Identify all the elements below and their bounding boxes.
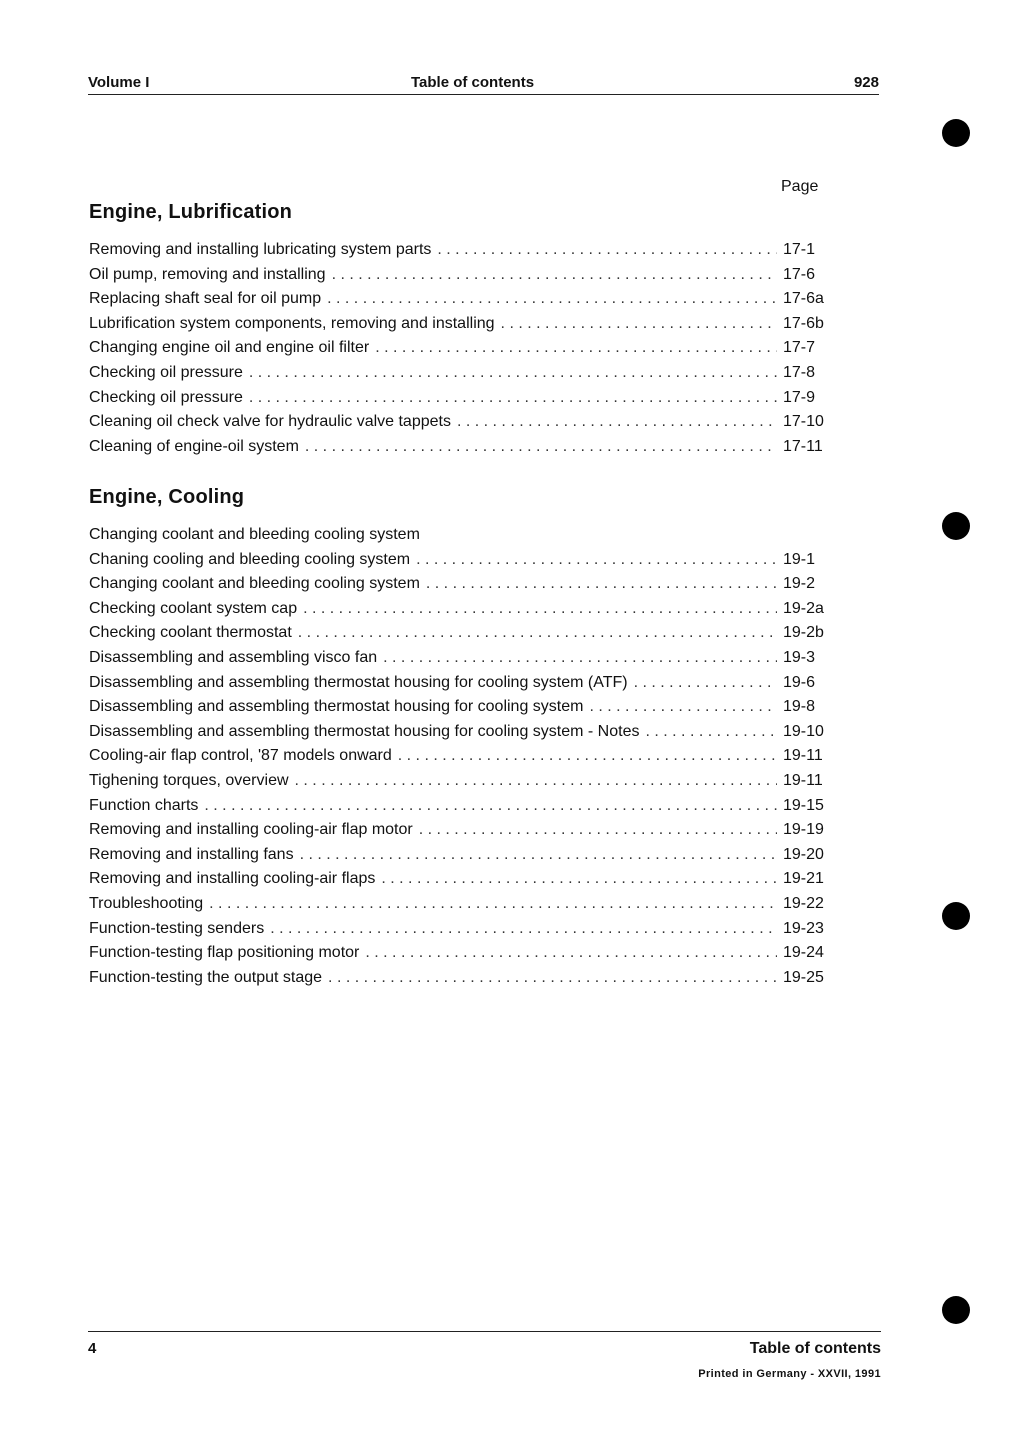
toc-entry-page: 19-15 [783, 796, 824, 814]
toc-entry [89, 744, 829, 769]
toc-entry [89, 386, 829, 411]
toc-entry-title: Cleaning of engine-oil system [89, 437, 299, 455]
page-header [88, 72, 879, 95]
toc-entry-page: 19-2a [783, 599, 824, 617]
dot-leader [589, 695, 777, 720]
toc-entry-page: 19-3 [783, 648, 816, 666]
toc-entry [89, 917, 829, 942]
toc-entry-page: 17-11 [783, 437, 823, 455]
toc-entry [89, 572, 829, 597]
toc-entry-page: 19-19 [783, 821, 824, 839]
toc-entry-page: 17-9 [783, 388, 816, 406]
toc-entry [89, 621, 829, 646]
footer-rule [88, 1331, 881, 1332]
toc-entry-page: 17-1 [783, 241, 816, 258]
toc-entry [89, 892, 829, 917]
toc-entry [89, 238, 829, 263]
toc-entry-page: 17-6a [783, 290, 824, 308]
toc-entry [89, 361, 829, 386]
toc-entry-page: 19-11 [783, 771, 823, 789]
toc-entry-page: 17-6b [783, 314, 824, 332]
dot-leader [332, 263, 777, 288]
toc-entry-page: 19-20 [783, 845, 824, 863]
toc-entry-title: Removing and installing cooling-air flaps [89, 870, 376, 888]
toc-entry-title: Tighening torques, overview [89, 771, 289, 789]
toc-entry [89, 523, 829, 548]
toc-entry-page: 19-24 [783, 944, 824, 962]
printed-note: Printed in Germany - XXVII, 1991 [698, 1368, 881, 1380]
dot-leader [204, 794, 777, 819]
toc-entry [89, 941, 829, 966]
toc-entry-title: Cooling-air flap control, '87 models onward [89, 747, 392, 765]
page-column-label: Page [781, 178, 819, 195]
section-title: Engine, Cooling [89, 486, 245, 508]
toc-entry [89, 843, 829, 868]
toc-entry-page: 19-10 [783, 722, 824, 740]
punch-hole [942, 119, 970, 147]
toc-entry-title: Troubleshooting [89, 894, 204, 912]
dot-leader [270, 917, 777, 942]
toc-entry-title: Removing and installing fans [89, 845, 294, 863]
toc-list-lubrification [89, 238, 829, 459]
dot-leader [249, 361, 777, 386]
toc-entry-page: 19-1 [783, 550, 816, 568]
toc-entry-page: 19-22 [783, 894, 824, 912]
model-number: 928 [853, 74, 879, 91]
toc-entry [89, 287, 829, 312]
dot-leader [645, 720, 777, 745]
dot-leader [381, 867, 777, 892]
toc-entry-title: Removing and installing lubricating system parts [89, 241, 432, 258]
toc-entry-page: 19-21 [783, 870, 824, 888]
dot-leader [328, 966, 777, 991]
toc-entry [89, 769, 829, 794]
toc-entry-title: Disassembling and assembling thermostat housing for cooling system (ATF) [89, 673, 628, 691]
toc-entry-title: Oil pump, removing and installing [89, 265, 326, 283]
dot-leader [305, 435, 777, 460]
toc-entry-title: Function charts [89, 796, 199, 814]
toc-entry-title: Disassembling and assembling thermostat housing for cooling system [89, 698, 584, 716]
toc-entry-title: Checking oil pressure [89, 363, 243, 381]
dot-leader [457, 410, 777, 435]
toc-entry-title: Changing engine oil and engine oil filter [89, 339, 370, 357]
toc-entry-title: Disassembling and assembling thermostat housing for cooling system - Notes [89, 722, 640, 740]
toc-entry [89, 867, 829, 892]
dot-leader [437, 238, 777, 263]
toc-entry [89, 646, 829, 671]
dot-leader [327, 287, 777, 312]
toc-entry-page: 17-10 [783, 413, 824, 431]
punch-hole [942, 902, 970, 930]
dot-leader [416, 548, 777, 573]
dot-leader [426, 572, 777, 597]
toc-entry [89, 794, 829, 819]
toc-entry-title: Changing coolant and bleeding cooling system [89, 526, 420, 543]
toc-entry-title: Checking coolant thermostat [89, 624, 292, 642]
footer-page-number: 4 [88, 1340, 97, 1357]
punch-hole [942, 512, 970, 540]
volume-label: Volume I [88, 74, 150, 91]
toc-entry-title: Function-testing the output stage [89, 968, 323, 986]
toc-entry [89, 336, 829, 361]
toc-entry-title: Replacing shaft seal for oil pump [89, 290, 322, 308]
dot-leader [365, 941, 777, 966]
footer-title: Table of contents [749, 1340, 881, 1357]
toc-entry-title: Lubrification system components, removing and installing [89, 314, 495, 332]
toc-entry [89, 548, 829, 573]
toc-entry-page: 19-2 [783, 575, 816, 593]
toc-entry-page: 19-6 [783, 673, 816, 691]
dot-leader [398, 744, 777, 769]
toc-entry [89, 818, 829, 843]
dot-leader [209, 892, 777, 917]
toc-entry-title: Removing and installing cooling-air flap motor [89, 821, 413, 839]
toc-entry-page: 19-25 [783, 968, 824, 986]
dot-leader [298, 621, 777, 646]
toc-entry-page: 19-23 [783, 919, 824, 937]
dot-leader [501, 312, 777, 337]
punch-hole [942, 1296, 970, 1324]
toc-entry-title: Chaning cooling and bleeding cooling system [89, 550, 411, 568]
toc-entry-page: 19-8 [783, 698, 816, 716]
dot-leader [295, 769, 777, 794]
dot-leader [249, 386, 777, 411]
toc-entry-title: Cleaning oil check valve for hydraulic valve tappets [89, 413, 451, 431]
toc-entry-title: Changing coolant and bleeding cooling system [89, 575, 420, 593]
dot-leader [300, 843, 777, 868]
toc-entry-title: Function-testing flap positioning motor [89, 944, 360, 962]
toc-entry-page: 17-8 [783, 363, 816, 381]
toc-entry [89, 671, 829, 696]
toc-entry [89, 720, 829, 745]
dot-leader [383, 646, 777, 671]
toc-entry [89, 263, 829, 288]
header-title: Table of contents [411, 74, 535, 91]
dot-leader [419, 818, 777, 843]
toc-entry-title: Checking coolant system cap [89, 599, 298, 617]
toc-entry [89, 695, 829, 720]
toc-list-cooling [89, 523, 829, 990]
toc-entry-title: Disassembling and assembling visco fan [89, 648, 378, 666]
toc-entry-page: 19-11 [783, 747, 823, 765]
toc-entry-page: 19-2b [783, 624, 824, 642]
toc-entry [89, 312, 829, 337]
dot-leader [375, 336, 777, 361]
toc-entry [89, 966, 829, 991]
toc-entry-page: 17-6 [783, 265, 816, 283]
toc-entry-page: 17-7 [783, 339, 816, 357]
dot-leader [303, 597, 777, 622]
section-title: Engine, Lubrification [89, 201, 293, 223]
toc-entry [89, 435, 829, 460]
toc-entry-title: Function-testing senders [89, 919, 265, 937]
toc-entry [89, 597, 829, 622]
dot-leader [634, 671, 777, 696]
toc-entry-title: Checking oil pressure [89, 388, 243, 406]
toc-entry [89, 410, 829, 435]
